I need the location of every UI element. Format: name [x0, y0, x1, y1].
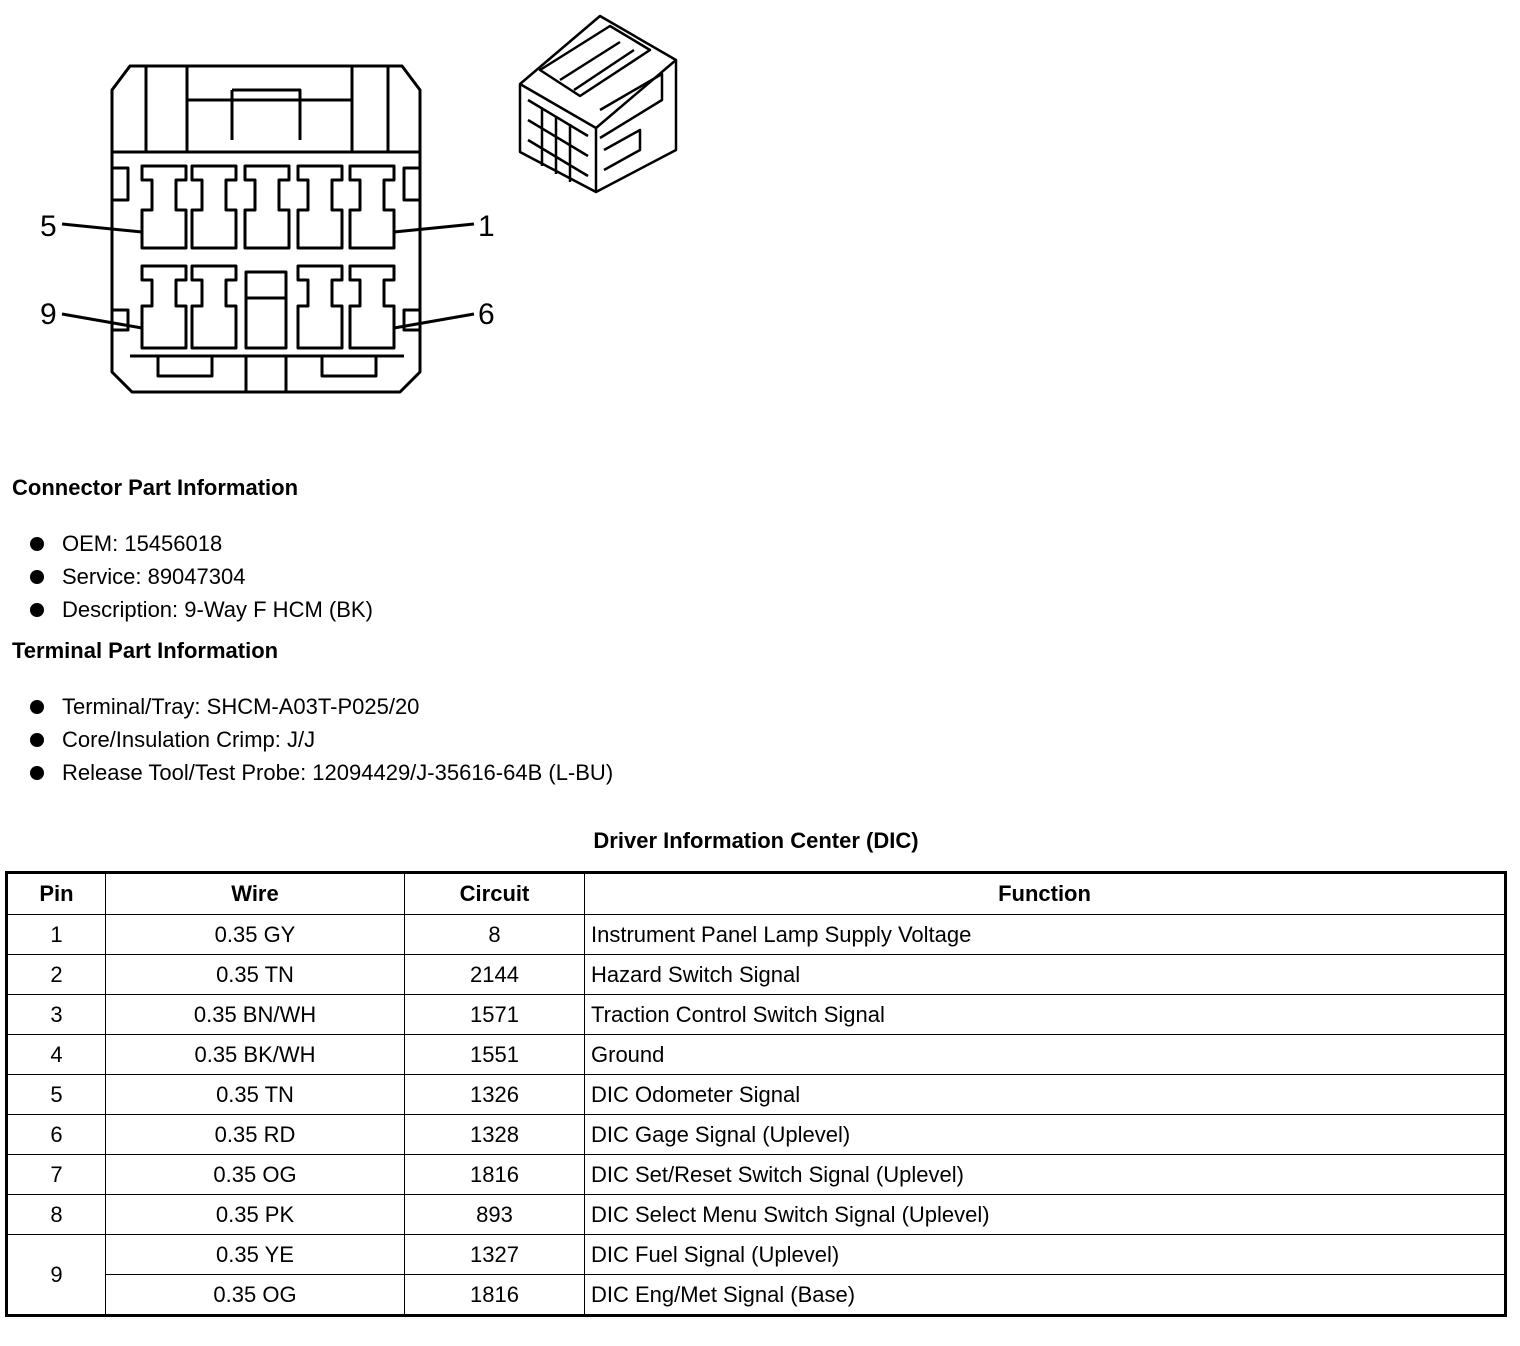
pin-cell: 4	[7, 1035, 106, 1075]
table-header-row	[7, 873, 1506, 915]
cavity-row-top	[142, 166, 394, 248]
function-cell: DIC Gage Signal (Uplevel)	[585, 1115, 1506, 1155]
function-cell: DIC Eng/Met Signal (Base)	[585, 1275, 1506, 1316]
table-row	[7, 1115, 1506, 1155]
function-cell: DIC Fuel Signal (Uplevel)	[585, 1235, 1506, 1275]
bullet-icon	[30, 603, 44, 617]
pin-cell: 6	[7, 1115, 106, 1155]
circuit-cell: 1816	[405, 1275, 585, 1316]
pin-cell: 8	[7, 1195, 106, 1235]
pin-cell: 2	[7, 955, 106, 995]
bullet-icon	[30, 700, 44, 714]
wire-cell: 0.35 OG	[106, 1155, 405, 1195]
pin-label-6: 6	[478, 298, 495, 331]
pin-label-1: 1	[478, 210, 495, 243]
wire-cell: 0.35 TN	[106, 955, 405, 995]
header-pin: Pin	[7, 873, 106, 915]
table-row	[7, 915, 1506, 955]
connector-outline	[112, 66, 420, 392]
pin-cell: 9	[7, 1235, 106, 1316]
table-row	[7, 1235, 1506, 1275]
list-item: Terminal/Tray: SHCM-A03T-P025/20	[28, 690, 613, 723]
circuit-cell: 1326	[405, 1075, 585, 1115]
table-title: Driver Information Center (DIC)	[593, 828, 919, 853]
header-wire: Wire	[106, 873, 405, 915]
function-cell: Ground	[585, 1035, 1506, 1075]
table-row	[7, 1075, 1506, 1115]
bullet-icon	[30, 733, 44, 747]
circuit-cell: 1328	[405, 1115, 585, 1155]
circuit-cell: 1327	[405, 1235, 585, 1275]
wire-cell: 0.35 GY	[106, 915, 405, 955]
wire-cell: 0.35 OG	[106, 1275, 405, 1316]
list-item: Core/Insulation Crimp: J/J	[28, 723, 613, 756]
function-cell: DIC Odometer Signal	[585, 1075, 1506, 1115]
table-row	[7, 995, 1506, 1035]
circuit-cell: 1571	[405, 995, 585, 1035]
bullet-icon	[30, 766, 44, 780]
cavity-row-bottom	[142, 266, 394, 348]
pin-label-5: 5	[40, 210, 57, 243]
wire-cell: 0.35 BK/WH	[106, 1035, 405, 1075]
function-cell: Instrument Panel Lamp Supply Voltage	[585, 915, 1506, 955]
connector-isometric-view	[520, 16, 676, 192]
wire-cell: 0.35 PK	[106, 1195, 405, 1235]
pin-cell: 3	[7, 995, 106, 1035]
connector-latch	[187, 66, 352, 152]
pin-cell: 5	[7, 1075, 106, 1115]
terminal-part-heading: Terminal Part Information	[12, 638, 279, 663]
pin-label-9: 9	[40, 298, 57, 331]
function-cell: Traction Control Switch Signal	[585, 995, 1506, 1035]
pinout-table	[5, 871, 1507, 1317]
function-cell: DIC Set/Reset Switch Signal (Uplevel)	[585, 1155, 1506, 1195]
table-row	[7, 1035, 1506, 1075]
function-cell: DIC Select Menu Switch Signal (Uplevel)	[585, 1195, 1506, 1235]
circuit-cell: 1551	[405, 1035, 585, 1075]
wire-cell: 0.35 RD	[106, 1115, 405, 1155]
connector-part-heading: Connector Part Information	[12, 475, 299, 500]
list-item: OEM: 15456018	[28, 527, 373, 560]
connector-face-diagram	[0, 0, 700, 420]
table-row	[7, 1155, 1506, 1195]
pin-cell: 1	[7, 915, 106, 955]
table-row	[7, 1195, 1506, 1235]
circuit-cell: 893	[405, 1195, 585, 1235]
header-function: Function	[585, 873, 1506, 915]
list-item: Service: 89047304	[28, 560, 373, 593]
bullet-icon	[30, 537, 44, 551]
wire-cell: 0.35 TN	[106, 1075, 405, 1115]
connector-part-list	[28, 527, 373, 626]
circuit-cell: 1816	[405, 1155, 585, 1195]
header-circuit: Circuit	[405, 873, 585, 915]
table-row	[7, 955, 1506, 995]
list-item: Release Tool/Test Probe: 12094429/J-35616-64B (L-BU)	[28, 756, 613, 789]
bullet-icon	[30, 570, 44, 584]
function-cell: Hazard Switch Signal	[585, 955, 1506, 995]
wire-cell: 0.35 YE	[106, 1235, 405, 1275]
terminal-part-list	[28, 690, 613, 789]
circuit-cell: 2144	[405, 955, 585, 995]
circuit-cell: 8	[405, 915, 585, 955]
table-row	[7, 1275, 1506, 1316]
list-item: Description: 9-Way F HCM (BK)	[28, 593, 373, 626]
wire-cell: 0.35 BN/WH	[106, 995, 405, 1035]
pin-cell: 7	[7, 1155, 106, 1195]
